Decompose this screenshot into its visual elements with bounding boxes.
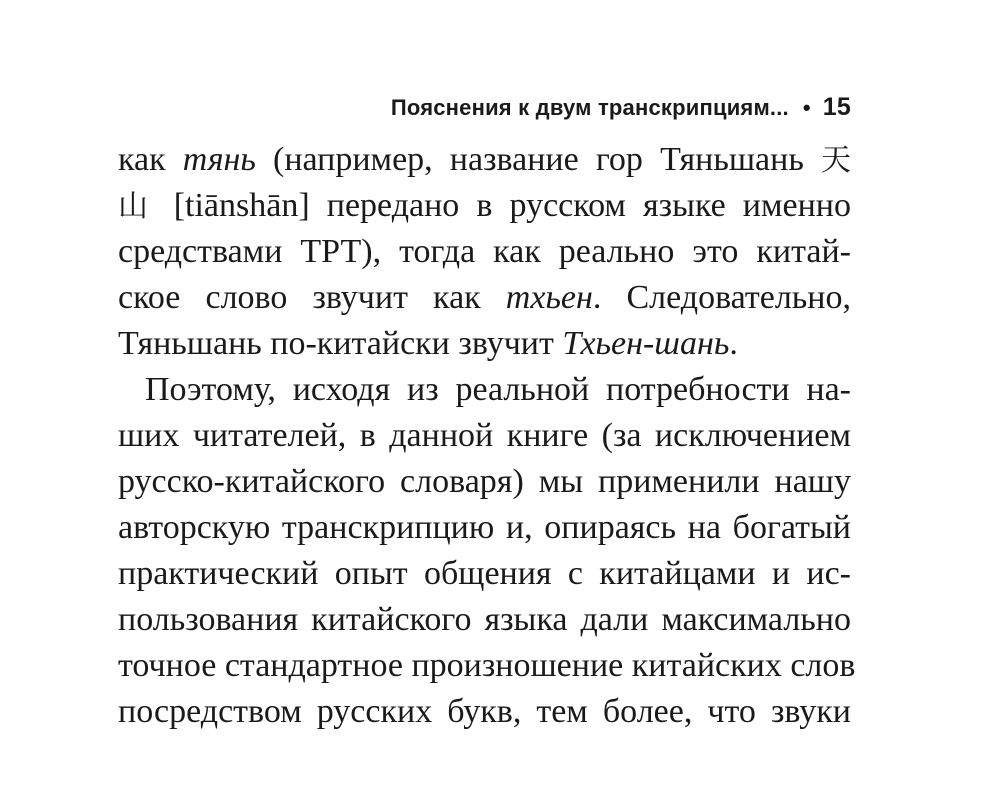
text-line [118, 597, 851, 643]
text-line [118, 137, 851, 183]
running-head-bullet: • [802, 95, 811, 120]
text-line [118, 689, 851, 735]
text-line [118, 229, 851, 275]
text-segment: . Следовательно, [592, 279, 852, 316]
text-line [118, 413, 851, 459]
text-segment: посредством русских букв, тем более, что звуки [118, 693, 851, 730]
text-segment: практический опыт общения с китайцами и ис- [118, 555, 851, 592]
chinese-character: 山 [118, 189, 157, 224]
text-segment: ших читателей, в данной книге (за исключением [118, 417, 851, 454]
text-line [118, 459, 851, 505]
text-line [118, 551, 851, 597]
chinese-character: 天 [821, 143, 851, 178]
running-head-title: Пояснения к двум транскрипциям... [390, 95, 789, 120]
text-line [118, 275, 851, 321]
text-line [118, 183, 851, 229]
text-segment: авторскую транскрипцию и, опираясь на богатый [118, 509, 851, 546]
text-segment: (например, название гор Тяньшань [255, 141, 821, 178]
page-number: 15 [822, 93, 851, 121]
text-segment: точное стандартное произношение китайских слов [118, 647, 856, 684]
text-segment: пользования китайского языка дали максимально [118, 601, 851, 638]
text-segment: средствами ТРТ), тогда как реально это китай- [118, 233, 851, 270]
running-head [118, 93, 851, 122]
text-segment: . [729, 325, 738, 362]
text-line [118, 505, 851, 551]
text-segment: как [118, 141, 183, 178]
text-line [145, 367, 851, 413]
italic-term: тхьен [505, 279, 593, 316]
text-line [118, 643, 856, 689]
text-segment: [tiānshān] передано в русском языке именно [156, 187, 852, 224]
text-segment: ское слово звучит как [118, 279, 506, 316]
text-line [118, 321, 851, 367]
italic-term: тянь [182, 141, 256, 178]
italic-term: Тхьен-шань [562, 325, 730, 362]
text-segment: русско-китайского словаря) мы применили нашу [118, 463, 851, 500]
text-segment: Тяньшань по-китайски звучит [118, 325, 563, 362]
text-segment: Поэтому, исходя из реальной потребности на- [145, 371, 851, 408]
